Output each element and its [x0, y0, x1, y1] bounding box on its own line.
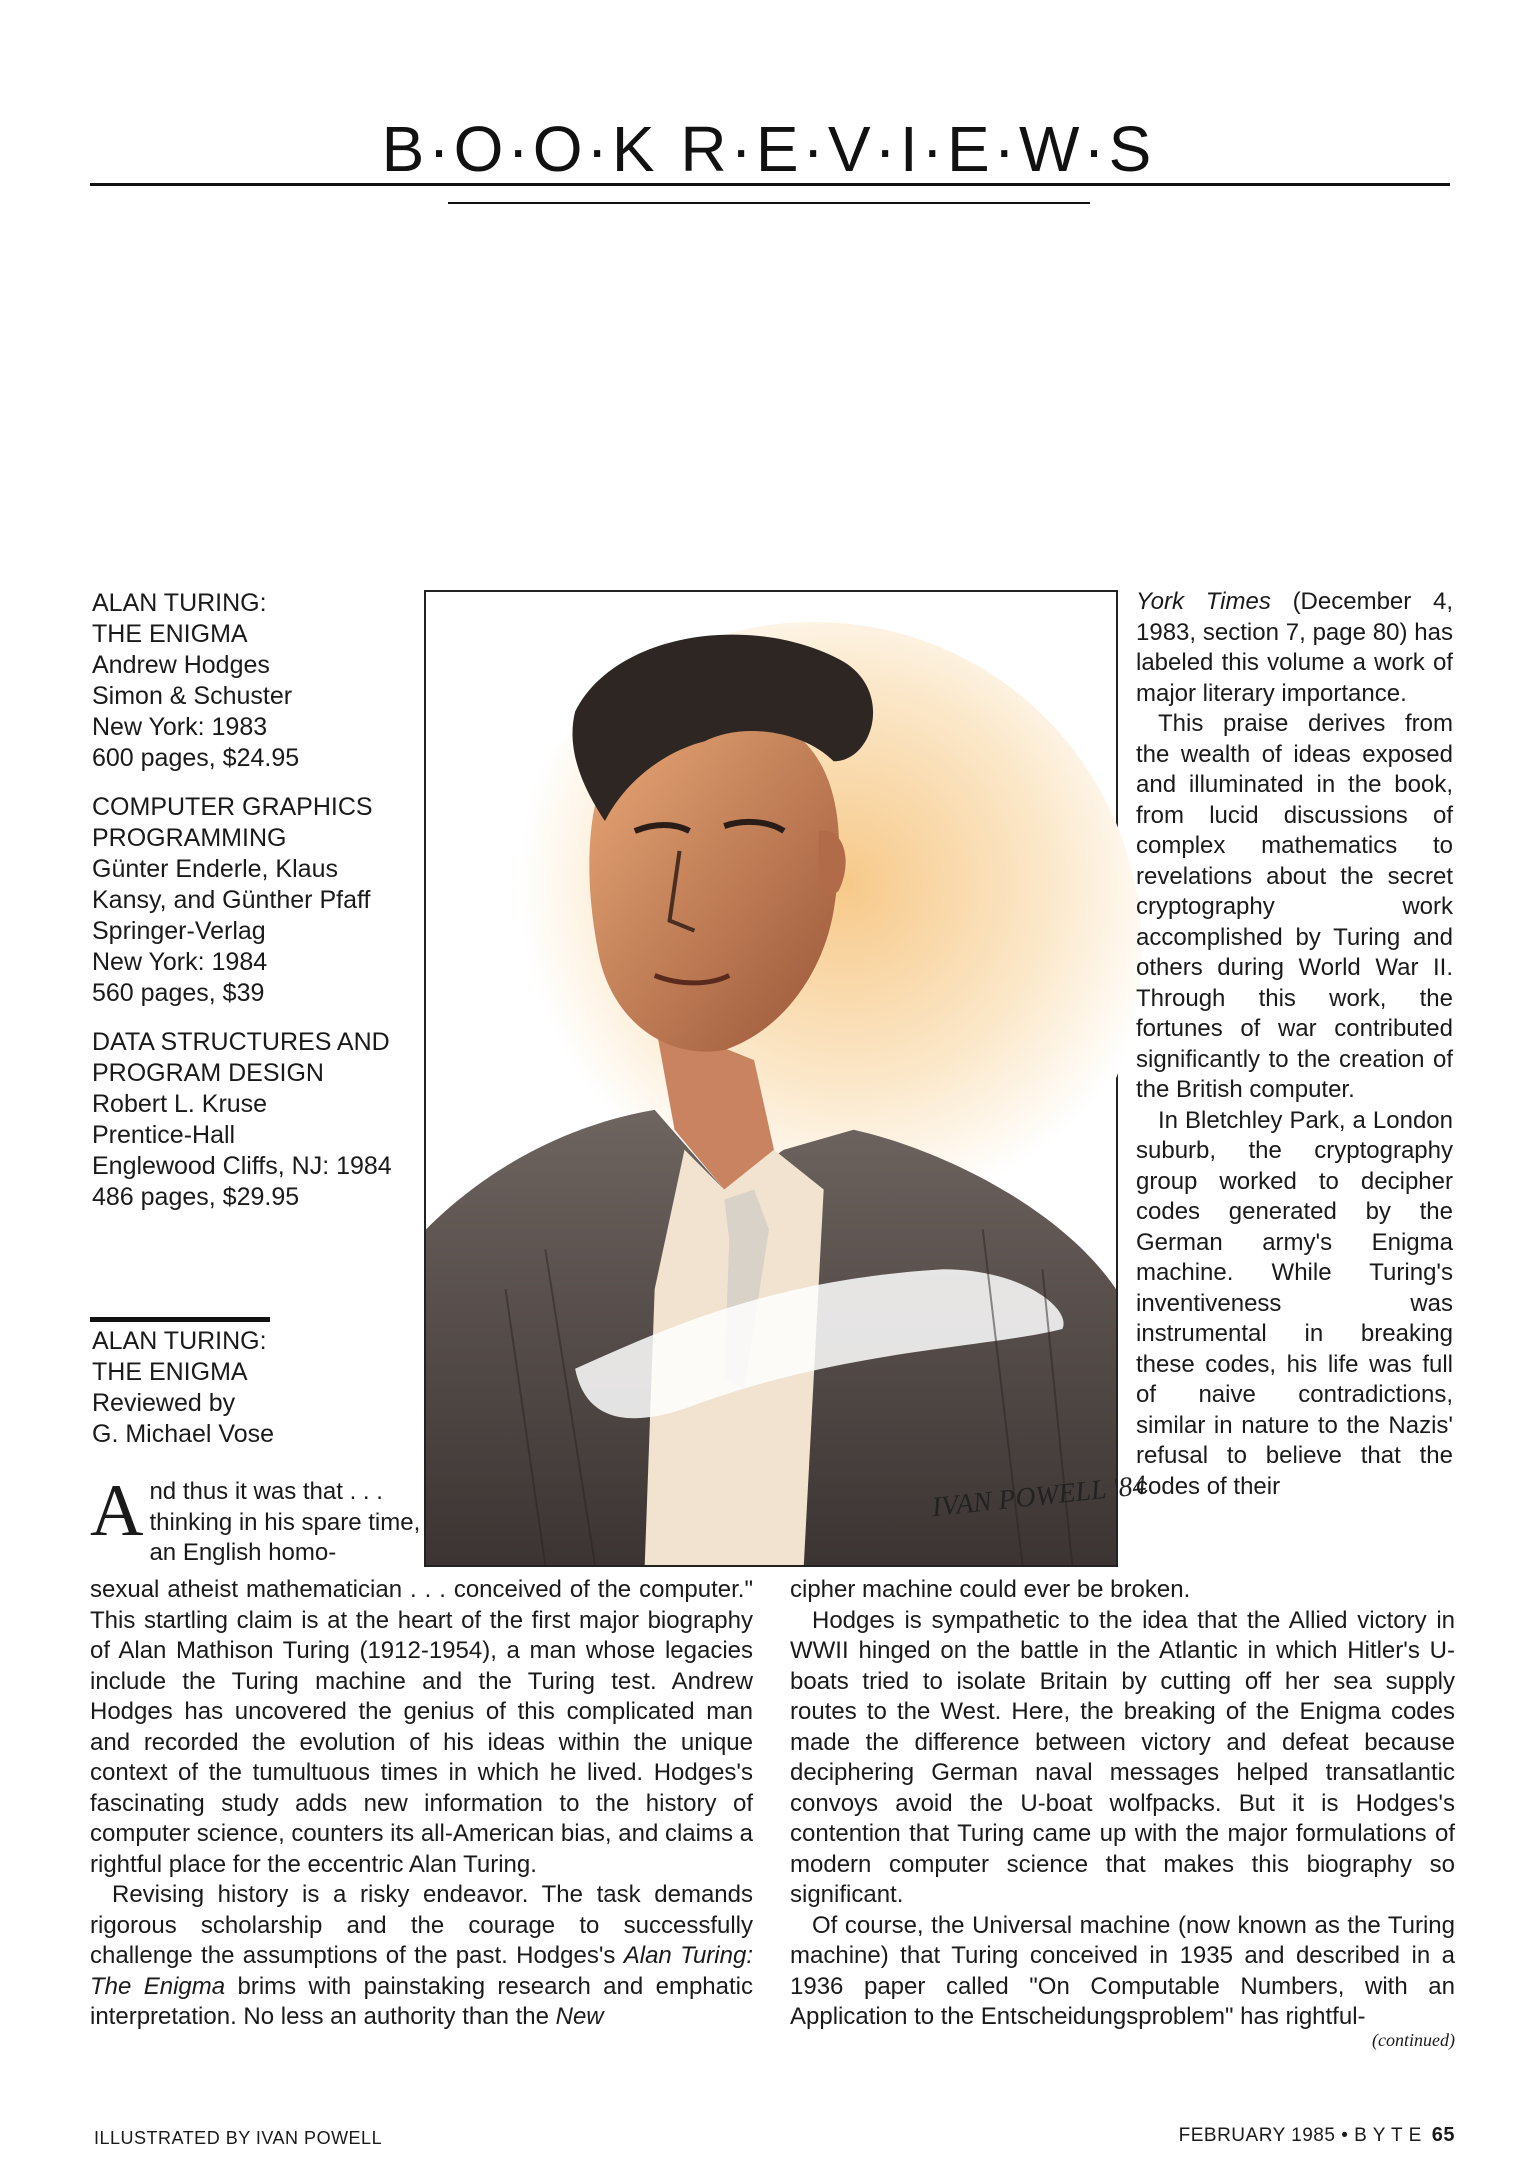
book-line: 600 pages, $24.95 — [92, 744, 300, 772]
artist-signature: IVAN POWELL '84 — [930, 1469, 1148, 1524]
paragraph: This praise derives from the wealth of ideas exposed and illuminated in the book, from lucid discussions of complex mathematics to revelations about the secret cryptography work accomplished by Turing and others during World War II. Through this work, the fortunes of war contributed significantly to the creation of the British computer. — [1136, 710, 1453, 1103]
book-line: Günter Enderle, Klaus — [92, 855, 338, 883]
book-entry-turing — [92, 588, 412, 774]
issue-label: FEBRUARY 1985 • B Y T E — [1178, 2125, 1422, 2146]
review-line: Reviewed by — [92, 1389, 236, 1417]
publication-name: York Times — [1136, 588, 1271, 615]
article-column-right-top — [1136, 587, 1453, 1502]
text-span: (December 4, 1983, section 7, page 80) has labeled this volume a work of major literary importance. — [1136, 588, 1453, 707]
book-listings — [92, 588, 412, 1231]
book-line: New York: 1983 — [92, 713, 268, 741]
book-line: ALAN TURING: — [92, 589, 267, 617]
title-rule-top — [90, 183, 1450, 186]
book-line: 560 pages, $39 — [92, 979, 265, 1007]
book-line: PROGRAMMING — [92, 824, 287, 852]
book-line: Kansy, and Günther Pfaff — [92, 886, 371, 914]
book-line: 486 pages, $29.95 — [92, 1183, 300, 1211]
portrait-icon — [426, 592, 1148, 1565]
paragraph: sexual atheist mathematician . . . conceived of the computer." This startling claim is at the heart of the first major biography of Alan Mathison Turing (1912-1954), a man whose legacies include the Turing machine and the Turing test. Andrew Hodges has uncovered the genius of this complicated man and recorded the evolution of his ideas within the unique context of the tumultuous times in which he lived. Hodges's fascinating study adds new information to the history of computer science, counters its all-American bias, and claims a rightful place for the eccentric Alan Turing. — [90, 1576, 753, 1878]
book-entry-graphics — [92, 792, 412, 1009]
book-line: Simon & Schuster — [92, 682, 293, 710]
article-column-left — [90, 1575, 753, 2033]
turing-portrait-illustration — [424, 590, 1148, 1567]
book-line: COMPUTER GRAPHICS — [92, 793, 373, 821]
book-line: New York: 1984 — [92, 948, 268, 976]
book-line: Robert L. Kruse — [92, 1090, 268, 1118]
page-title: B·O·O·K R·E·V·I·E·W·S — [381, 113, 1156, 185]
book-line: DATA STRUCTURES AND — [92, 1028, 390, 1056]
book-line: THE ENIGMA — [92, 620, 248, 648]
book-line: PROGRAM DESIGN — [92, 1059, 324, 1087]
article-opening — [90, 1470, 424, 1569]
review-line: THE ENIGMA — [92, 1358, 248, 1386]
book-entry-data-structures — [92, 1027, 412, 1213]
text-span: brims with painstaking research and emphatic interpretation. No less an authority than the — [90, 1972, 753, 2030]
review-line: ALAN TURING: — [92, 1327, 267, 1355]
text-span: Revising history is a risky endeavor. The task demands rigorous scholarship and the courage to successfully challenge the assumptions of the past. Hodges's — [90, 1881, 753, 1969]
drop-cap: A — [90, 1470, 144, 1552]
page-footer — [1179, 2124, 1455, 2147]
paragraph — [1136, 587, 1453, 709]
paragraph: In Bletchley Park, a London suburb, the cryptography group worked to decipher codes generated by the German army's Enigma machine. While Turing's inventiveness was instrumental in breaking these codes, his life was full of naive contradictions, similar in nature to the Nazis' refusal to believe that the codes of their — [1136, 1106, 1453, 1500]
title-rule-bottom — [448, 202, 1090, 204]
paragraph — [90, 1880, 753, 2033]
paragraph: Hodges is sympathetic to the idea that the Allied victory in WWII hinged on the battle in the Atlantic in which Hitler's U-boats tried to isolate Britain by cutting off her sea supply routes to the West. Here, the breaking of the Enigma codes made the difference between victory and defeat because deciphering German naval messages helped transatlantic convoys avoid the U-boat wolfpacks. But it is Hodges's contention that Turing came up with the major formulations of modern computer science that makes this biography so significant. — [790, 1606, 1455, 1908]
opening-text: nd thus it was that . . . thinking in his spare time, an English homo- — [149, 1478, 421, 1566]
review-byline — [92, 1326, 412, 1450]
page-number: 65 — [1431, 2124, 1455, 2146]
book-line: Andrew Hodges — [92, 651, 270, 679]
illustration-credit: ILLUSTRATED BY IVAN POWELL — [94, 2128, 383, 2148]
article-column-right — [790, 1575, 1455, 2033]
publication-name: New — [555, 2003, 604, 2030]
continued-note: (continued) — [1372, 2030, 1455, 2050]
book-title: Alan Turing: The Enigma — [90, 1942, 753, 2000]
paragraph: cipher machine could ever be broken. — [790, 1576, 1191, 1603]
book-line: Prentice-Hall — [92, 1121, 236, 1149]
paragraph: Of course, the Universal machine (now known as the Turing machine) that Turing conceived in 1935 and described in a 1936 paper called "On Computable Numbers, with an Application to the Entscheidungsproblem" has rightful- — [790, 1911, 1455, 2030]
book-line: Springer-Verlag — [92, 917, 266, 945]
review-line: G. Michael Vose — [92, 1420, 275, 1448]
review-rule — [90, 1317, 270, 1322]
book-line: Englewood Cliffs, NJ: 1984 — [92, 1152, 392, 1180]
